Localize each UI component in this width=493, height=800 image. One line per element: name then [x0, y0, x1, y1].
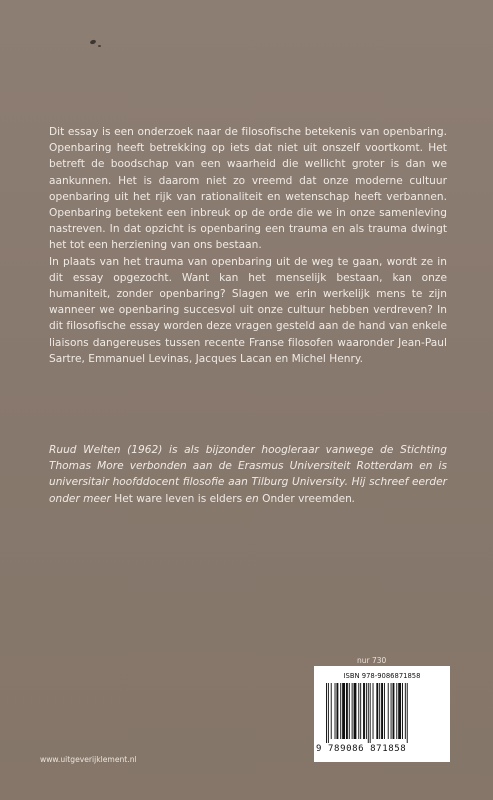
- barcode-icon: [326, 683, 444, 743]
- blurb-paragraph-2: In plaats van het trauma van openbaring uit de weg te gaan, wordt ze in dit essay opgezocht. Want kan het menselijk bestaan, kan onze humaniteit, zonder openbaring? Slagen we erin werkelijk mens te zijn wanneer we openbaring succesvol uit onze cultuur hebben verdreven? In dit filosofische essay worden deze vragen gesteld aan de hand van enkele liaisons dangereuses tussen recente Franse filosofen waaronder Jean-Paul Sartre, Emmanuel Levinas, Jacques Lacan en Michel Henry.: [49, 255, 447, 365]
- book-title-2: Onder vreemden: [262, 492, 352, 505]
- blurb-paragraph-1: Dit essay is een onderzoek naar de filosofische betekenis van openbaring. Openbaring heeft betrekking op iets dat niet uit onszelf voortkomt. Het betreft de boodschap van een waarheid die wellicht groter is dan we aankunnen. Het is daarom niet zo vreemd dat onze moderne cultuur openbaring uit het rijk van rationaliteit en wetenschap heeft verbannen. Openbaring betekent een inbreuk op de orde die we in onze samenleving nastreven. In dat opzicht is openbaring een trauma en als trauma dwingt het tot een herziening van ons bestaan.: [49, 126, 447, 252]
- author-bio: [49, 442, 447, 507]
- barcode-digits: 9 789086 871858: [316, 744, 407, 754]
- blurb-text: [49, 124, 447, 367]
- barcode-label: [314, 666, 450, 762]
- publisher-website: www.uitgeverijklement.nl: [40, 755, 137, 764]
- nur-code: nur 730: [357, 656, 387, 665]
- author-bio-text: Ruud Welten (1962) is als bijzonder hoogleraar vanwege de Stichting Thomas More verbonden aan de Erasmus Universiteit Rotterdam en is universitair hoofddocent filosofie aan Tilburg University. Hij schreef eerder onder meer: [49, 444, 447, 505]
- ink-speck: [98, 45, 101, 47]
- ink-speck: [89, 39, 96, 45]
- author-bio-text: .: [351, 492, 356, 505]
- book-title-1: Het ware leven is elders: [114, 492, 243, 505]
- isbn-number: ISBN 978-9086871858: [343, 672, 421, 680]
- author-bio-text: en: [242, 492, 263, 505]
